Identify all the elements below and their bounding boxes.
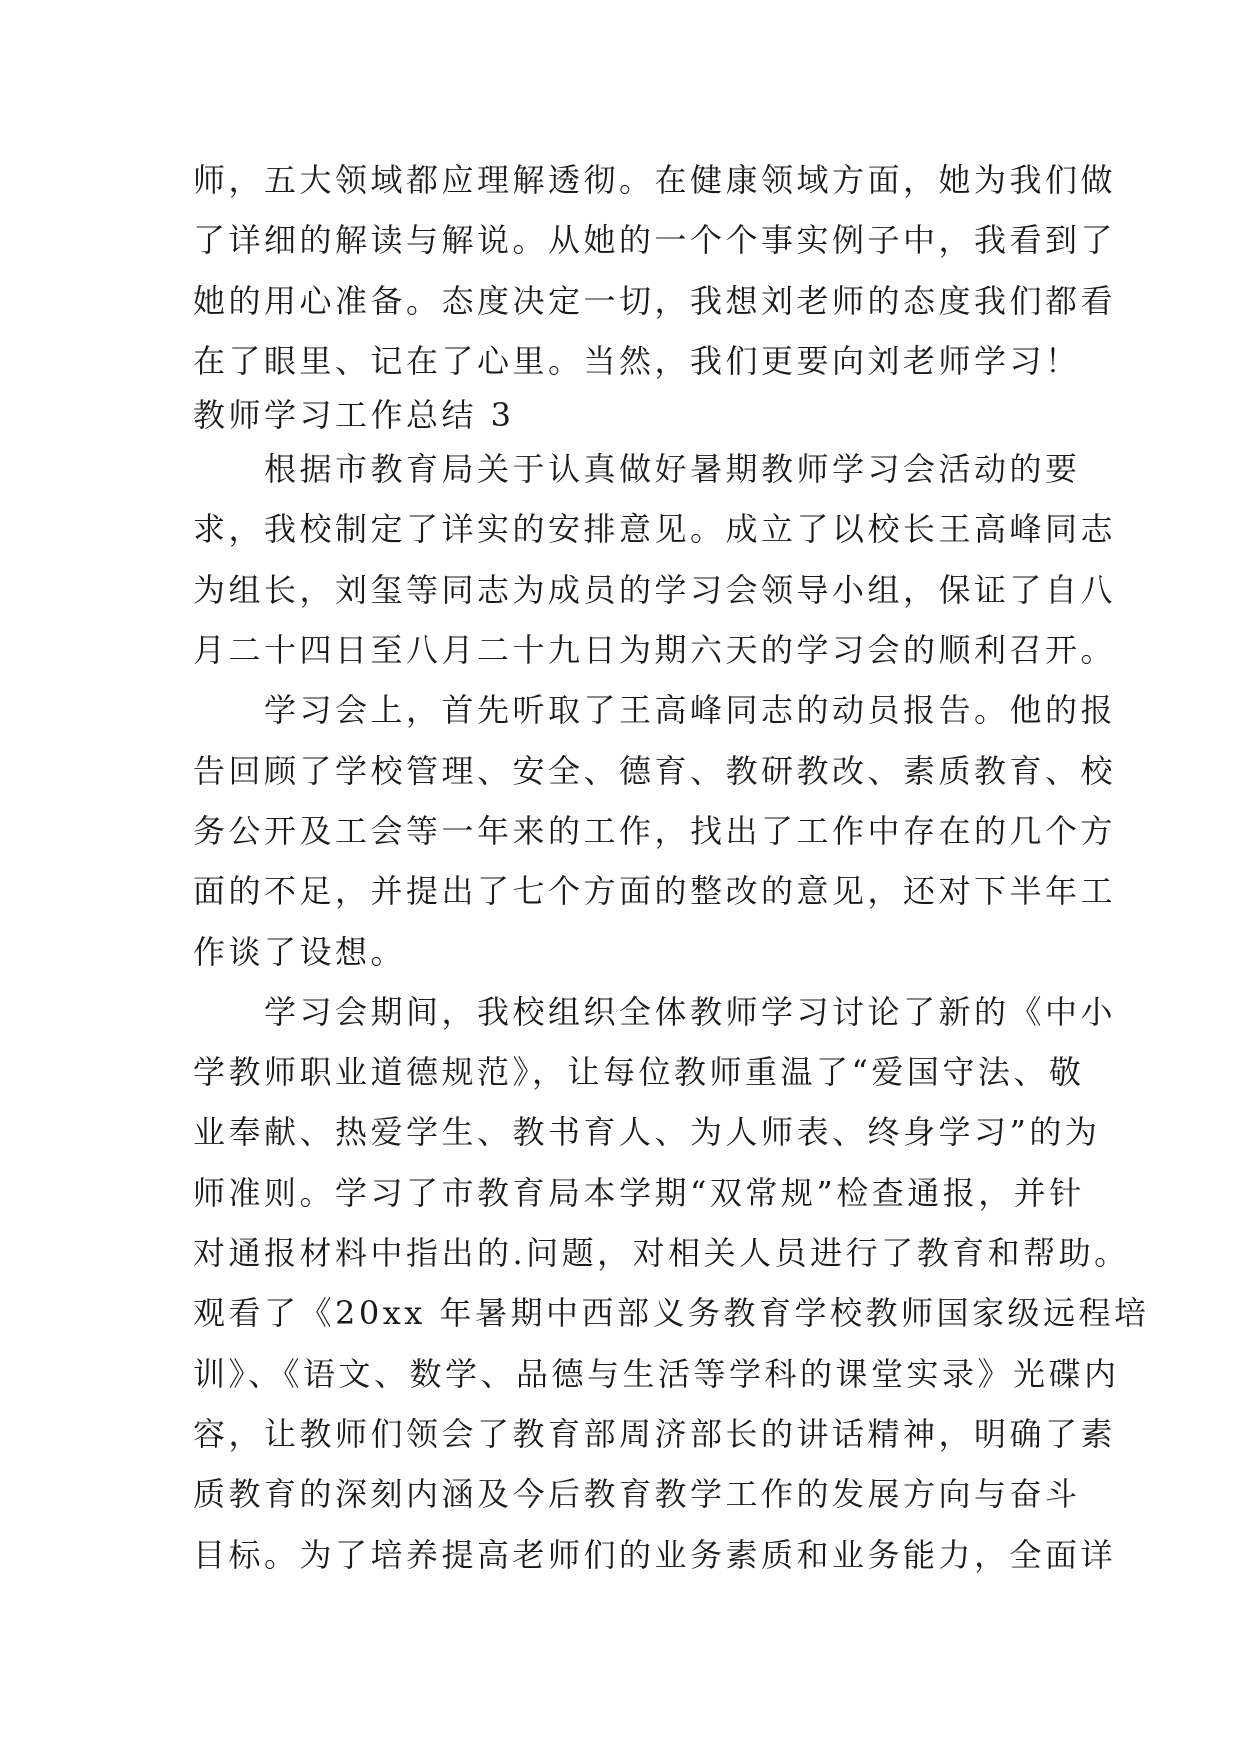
- text-line: 师，五大领域都应理解透彻。在健康领域方面，她为我们做: [193, 161, 1117, 199]
- text-line: 她的用心准备。态度决定一切，我想刘老师的态度我们都看: [193, 281, 1117, 320]
- text-line: 观看了《20xx 年暑期中西部义务教育学校教师国家级远程培: [193, 1294, 1150, 1333]
- continued-paragraph: [193, 150, 1117, 391]
- section-heading: 教师学习工作总结 3: [193, 396, 515, 435]
- text-line: 目标。为了培养提高老师们的业务素质和业务能力，全面详: [193, 1535, 1117, 1574]
- text-line: 业奉献、热爱学生、教书育人、为人师表、终身学习”的为: [193, 1113, 1101, 1152]
- text-line: 学习会上，首先听取了王高峰同志的动员报告。他的报: [193, 691, 1117, 730]
- text-line: 质教育的深刻内涵及今后教育教学工作的发展方向与奋斗: [193, 1475, 1081, 1514]
- text-line: 容，让教师们领会了教育部周济部长的讲话精神，明确了素: [193, 1414, 1117, 1453]
- text-line: 为组长，刘玺等同志为成员的学习会领导小组，保证了自八: [193, 570, 1117, 609]
- text-line: 作谈了设想。: [193, 932, 407, 971]
- text-line: 学教师职业道德规范》，让每位教师重温了“爱国守法、敬: [193, 1053, 1085, 1092]
- text-line: 对通报材料中指出的.问题，对相关人员进行了教育和帮助。: [193, 1234, 1130, 1273]
- text-line: 师准则。学习了市教育局本学期“双常规”检查通报，并针: [193, 1173, 1085, 1212]
- text-line: 月二十四日至八月二十九日为期六天的学习会的顺利召开。: [193, 631, 1117, 670]
- text-line: 在了眼里、记在了心里。当然，我们更要向刘老师学习！: [193, 341, 1081, 380]
- document-body: [193, 150, 1150, 1585]
- text-line: 求，我校制定了详实的安排意见。成立了以校长王高峰同志: [193, 510, 1117, 549]
- paragraph-1: [193, 439, 1117, 680]
- text-line: 学习会期间，我校组织全体教师学习讨论了新的《中小: [193, 992, 1117, 1031]
- text-line: 根据市教育局关于认真做好暑期教师学习会活动的要: [193, 450, 1081, 489]
- text-line: 了详细的解读与解说。从她的一个个事实例子中，我看到了: [193, 221, 1117, 260]
- paragraph-2: [193, 680, 1117, 981]
- paragraph-3: [193, 982, 1150, 1585]
- text-line: 面的不足，并提出了七个方面的整改的意见，还对下半年工: [193, 872, 1117, 911]
- text-line: 务公开及工会等一年来的工作，找出了工作中存在的几个方: [193, 811, 1117, 850]
- text-line: 告回顾了学校管理、安全、德育、教研教改、素质教育、校: [193, 751, 1117, 790]
- text-line: 训》、《语文、数学、品德与生活等学科的课堂实录》光碟内: [193, 1354, 1120, 1393]
